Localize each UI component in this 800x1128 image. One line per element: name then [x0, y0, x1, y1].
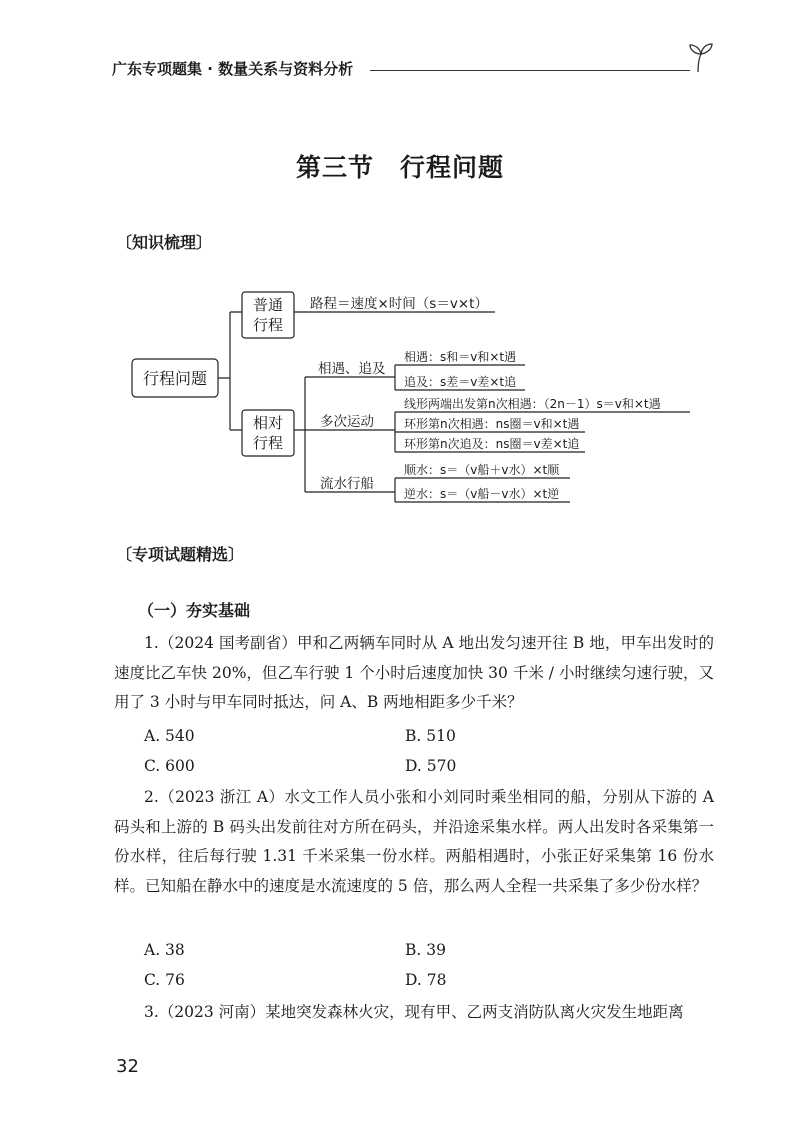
- question-2-option-a: A. 38: [144, 941, 185, 959]
- mindmap-branch1-line1: 普通: [252, 296, 284, 314]
- question-1-option-a: A. 540: [144, 727, 195, 745]
- mindmap-diagram: [0, 280, 800, 510]
- mindmap-upstream-formula: 逆水：s＝（v船－v水）×t逆: [404, 487, 560, 501]
- sprout-icon: [684, 40, 718, 74]
- question-1-option-b: B. 510: [405, 727, 456, 745]
- question-1-text: 1.（2024 国考副省）甲和乙两辆车同时从 A 地出发匀速开往 B 地，甲车出发时的速度比乙车快 20%，但乙车行驶 1 个小时后速度加快 30 千米 / 小时继续匀速行驶，又用了 3 小时与甲车同时抵达，问 A、B 两地相距多少千米？: [114, 634, 714, 711]
- mindmap-multi-label: 多次运动: [320, 414, 374, 430]
- knowledge-heading: 〔知识梳理〕: [116, 233, 213, 252]
- question-1-option-d: D. 570: [405, 757, 457, 775]
- bracket-right-icon: 〕: [196, 233, 213, 252]
- mindmap-branch1-line2: 行程: [252, 316, 284, 334]
- bracket-left-icon: 〔: [116, 545, 133, 564]
- mindmap-root: 行程问题: [142, 369, 208, 388]
- bracket-right-icon: 〕: [228, 545, 245, 564]
- mindmap-ring-meet-formula: 环形第n次相遇：ns圈＝v和×t遇: [404, 417, 580, 431]
- mindmap-branch2-line1: 相对: [252, 414, 284, 432]
- section-title: 第三节 行程问题: [295, 153, 504, 182]
- question-2-text: 2.（2023 浙江 A）水文工作人员小张和小刘同时乘坐相同的船，分别从下游的 A 码头和上游的 B 码头出发前往对方所在码头，并沿途采集水样。两人出发时各采集第一份水样，往后每行驶 1.31 千米采集一份水样。两船相遇时，小张正好采集第 16 份水样。已知船在静水中的速度是水流速度的 5 倍，那么两人全程一共采集了多少份水样？: [114, 788, 714, 895]
- mindmap-basic-formula: 路程＝速度×时间（s＝v×t）: [310, 296, 488, 312]
- mindmap-line-meet-formula: 线形两端出发第n次相遇：（2n－1）s＝v和×t遇: [404, 397, 661, 411]
- question-2-option-c: C. 76: [144, 971, 185, 989]
- question-2-option-b: B. 39: [405, 941, 446, 959]
- header-rule: [370, 70, 690, 71]
- practice-heading: 〔专项试题精选〕: [116, 545, 245, 564]
- mindmap-branch2-line2: 行程: [252, 434, 284, 452]
- running-header: 广东专项题集 · 数量关系与资料分析: [112, 60, 354, 78]
- subsection-heading: （一）夯实基础: [138, 601, 251, 620]
- mindmap-stream-label: 流水行船: [320, 476, 374, 492]
- mindmap-chase-formula: 追及：s差＝v差×t追: [404, 375, 517, 389]
- question-2-option-d: D. 78: [405, 971, 447, 989]
- mindmap-ring-chase-formula: 环形第n次追及：ns圈＝v差×t追: [404, 437, 580, 451]
- mindmap-downstream-formula: 顺水：s＝（v船＋v水）×t顺: [404, 463, 560, 477]
- question-3-text: 3.（2023 河南）某地突发森林火灾，现有甲、乙两支消防队离火灾发生地距离: [144, 1003, 684, 1021]
- bracket-left-icon: 〔: [116, 233, 133, 252]
- mindmap-meet-formula: 相遇：s和＝v和×t遇: [404, 350, 517, 364]
- question-1-option-c: C. 600: [144, 757, 195, 775]
- mindmap-meet-chase-label: 相遇、追及: [318, 361, 386, 377]
- page-number: 32: [116, 1056, 139, 1077]
